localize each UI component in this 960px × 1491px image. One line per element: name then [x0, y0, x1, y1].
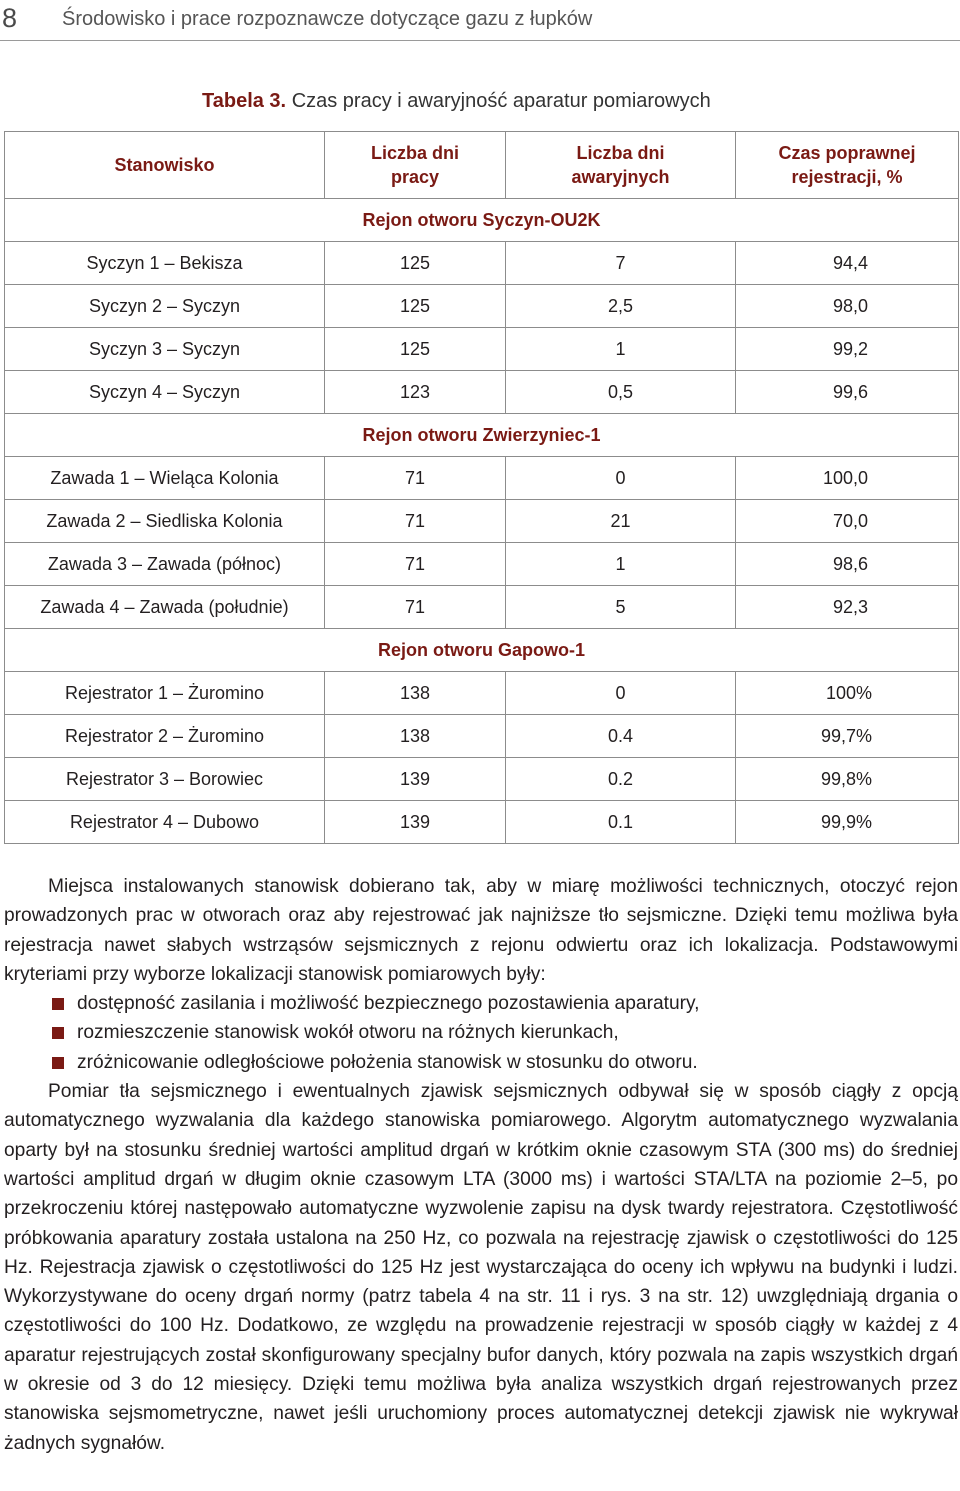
column-header-stanowisko: Stanowisko	[5, 132, 325, 199]
cell-station: Syczyn 1 – Bekisza	[5, 242, 325, 285]
table-row	[5, 371, 959, 414]
column-header-czas-rejestracji-text: Czas poprawnej rejestracji, %	[778, 143, 916, 187]
table-row	[5, 328, 959, 371]
table-row	[5, 672, 959, 715]
section-title: Rejon otworu Gapowo-1	[5, 629, 959, 672]
list-item	[4, 1018, 958, 1047]
running-title: Środowisko i prace rozpoznawcze dotyczące gazu z łupków	[62, 8, 593, 30]
cell-station: Rejestrator 4 – Dubowo	[5, 801, 325, 844]
page-number: 8	[2, 3, 18, 33]
cell-work-days: 125	[325, 328, 506, 371]
square-bullet-icon	[52, 998, 64, 1010]
cell-station: Syczyn 4 – Syczyn	[5, 371, 325, 414]
cell-station: Rejestrator 3 – Borowiec	[5, 758, 325, 801]
cell-station: Zawada 4 – Zawada (południe)	[5, 586, 325, 629]
cell-recording-time: 98,0	[736, 285, 959, 328]
cell-failure-days: 1	[506, 328, 736, 371]
cell-station: Zawada 2 – Siedliska Kolonia	[5, 500, 325, 543]
table-row	[5, 543, 959, 586]
cell-failure-days: 2,5	[506, 285, 736, 328]
cell-work-days: 71	[325, 586, 506, 629]
cell-station: Rejestrator 1 – Żuromino	[5, 672, 325, 715]
cell-work-days: 139	[325, 758, 506, 801]
cell-work-days: 123	[325, 371, 506, 414]
cell-recording-time: 99,9%	[736, 801, 959, 844]
section-row	[5, 629, 959, 672]
table-row	[5, 715, 959, 758]
column-header-dni-awaryjnych	[506, 132, 736, 199]
table-caption-label: Tabela 3.	[202, 90, 287, 112]
column-header-dni-awaryjnych-text: Liczba dni awaryjnych	[571, 143, 670, 187]
cell-failure-days: 0	[506, 672, 736, 715]
cell-station: Zawada 1 – Wieląca Kolonia	[5, 457, 325, 500]
cell-failure-days: 0.4	[506, 715, 736, 758]
cell-recording-time: 92,3	[736, 586, 959, 629]
table-caption-text: Czas pracy i awaryjność aparatur pomiarowych	[291, 90, 711, 112]
section-row	[5, 414, 959, 457]
cell-failure-days: 0	[506, 457, 736, 500]
cell-work-days: 138	[325, 672, 506, 715]
table-row	[5, 500, 959, 543]
list-item-text: rozmieszczenie stanowisk wokół otworu na różnych kierunkach,	[77, 1022, 619, 1044]
cell-work-days: 125	[325, 285, 506, 328]
cell-work-days: 71	[325, 457, 506, 500]
page-header	[0, 0, 960, 41]
cell-failure-days: 0.2	[506, 758, 736, 801]
cell-recording-time: 94,4	[736, 242, 959, 285]
cell-failure-days: 0,5	[506, 371, 736, 414]
list-item	[4, 1048, 958, 1077]
cell-recording-time: 98,6	[736, 543, 959, 586]
cell-station: Rejestrator 2 – Żuromino	[5, 715, 325, 758]
data-table	[4, 131, 959, 844]
cell-failure-days: 21	[506, 500, 736, 543]
cell-recording-time: 99,7%	[736, 715, 959, 758]
cell-work-days: 138	[325, 715, 506, 758]
table-row	[5, 758, 959, 801]
table-caption	[202, 88, 711, 114]
square-bullet-icon	[52, 1027, 64, 1039]
cell-failure-days: 0.1	[506, 801, 736, 844]
cell-failure-days: 7	[506, 242, 736, 285]
list-item-text: zróżnicowanie odległościowe położenia stanowisk w stosunku do otworu.	[77, 1051, 698, 1073]
cell-station: Syczyn 3 – Syczyn	[5, 328, 325, 371]
table-row	[5, 801, 959, 844]
cell-recording-time: 100,0	[736, 457, 959, 500]
cell-station: Syczyn 2 – Syczyn	[5, 285, 325, 328]
list-item-text: dostępność zasilania i możliwość bezpiecznego pozostawienia aparatury,	[77, 993, 700, 1015]
cell-station: Zawada 3 – Zawada (północ)	[5, 543, 325, 586]
cell-recording-time: 99,6	[736, 371, 959, 414]
criteria-list	[4, 989, 958, 1077]
column-header-czas-rejestracji	[736, 132, 959, 199]
table-row	[5, 586, 959, 629]
table-row	[5, 457, 959, 500]
table-header-row	[5, 132, 959, 199]
cell-recording-time: 99,2	[736, 328, 959, 371]
cell-work-days: 125	[325, 242, 506, 285]
cell-work-days: 139	[325, 801, 506, 844]
square-bullet-icon	[52, 1057, 64, 1069]
cell-recording-time: 100%	[736, 672, 959, 715]
cell-work-days: 71	[325, 543, 506, 586]
paragraph: Pomiar tła sejsmicznego i ewentualnych zjawisk sejsmicznych odbywał się w sposób ciągły z opcją automatycznego wyzwalania dla każdego stanowiska pomiarowego. Algorytm automatycznego wyzwalania oparty był na stosunku średniej wartości amplitud drgań w krótkim oknie czasowym STA (300 ms) do średniej wartości amplitud drgań w długim oknie czasowym LTA (3000 ms) i wartości STA/LTA na poziomie 2–5, po przekroczeniu której następowało automatyczne wyzwolenie zapisu na dysk twardy rejestratora. Częstotliwość próbkowania aparatury została ustalona na 250 Hz, co pozwala na rejestrację zjawisk o częstotliwości do 125 Hz. Rejestracja zjawisk o częstotliwości do 125 Hz jest wystarczająca do oceny ich wpływu na budynki i ludzi. Wykorzystywane do oceny drgań normy (patrz tabela 4 na str. 11 i rys. 3 na str. 12) uwzględniają drgania o częstotliwości do 100 Hz. Dodatkowo, ze względu na prowadzenie rejestracji w sposób ciągły w każdej z 4 aparatur rejestrujących został skonfigurowany specjalny bufor danych, który pozwala na zapis wszystkich drgań w okresie od 3 do 12 miesięcy. Dzięki temu możliwa była analiza wszystkich drgań rejestrowanych przez stanowiska sejsmometryczne, nawet jeśli uruchomiony proces automatycznej detekcji zjawisk nie wykrywał żadnych sygnałów.	[4, 1081, 958, 1454]
table-row	[5, 242, 959, 285]
body-text	[4, 872, 958, 1458]
cell-recording-time: 70,0	[736, 500, 959, 543]
section-title: Rejon otworu Zwierzyniec-1	[5, 414, 959, 457]
cell-work-days: 71	[325, 500, 506, 543]
paragraph: Miejsca instalowanych stanowisk dobierano tak, aby w miarę możliwości technicznych, otoczyć rejon prowadzonych prac w otworach oraz aby rejestrować jak najniższe tło sejsmiczne. Dzięki temu możliwa była rejestracja nawet słabych wstrząsów sejsmicznych z rejonu odwiertu oraz ich lokalizacja. Podstawowymi kryteriami przy wyborze lokalizacji stanowisk pomiarowych były:	[4, 876, 958, 985]
cell-failure-days: 1	[506, 543, 736, 586]
table-row	[5, 285, 959, 328]
cell-failure-days: 5	[506, 586, 736, 629]
list-item	[4, 989, 958, 1018]
column-header-dni-pracy-text: Liczba dni pracy	[370, 143, 459, 187]
cell-recording-time: 99,8%	[736, 758, 959, 801]
section-row	[5, 199, 959, 242]
column-header-dni-pracy	[325, 132, 506, 199]
section-title: Rejon otworu Syczyn-OU2K	[5, 199, 959, 242]
